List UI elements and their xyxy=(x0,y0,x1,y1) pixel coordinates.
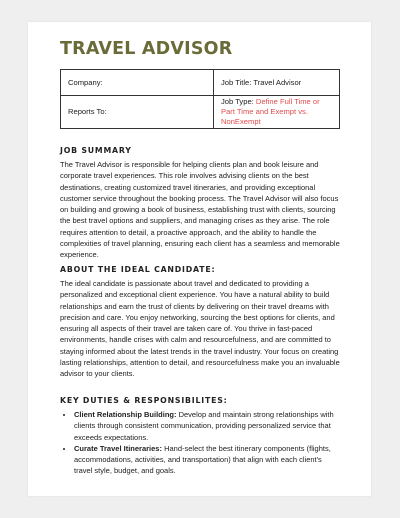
job-info-row xyxy=(61,70,340,96)
ideal-candidate-section xyxy=(60,265,342,380)
duties-section xyxy=(60,396,342,477)
job-type-cell xyxy=(214,96,340,129)
duty-item xyxy=(74,443,342,477)
duty-text: Hand-select the best itinerary components (flights, accommodations, activities, and transportation) that align with each client's travel style, budget, and goals. xyxy=(74,443,331,476)
duties-heading: KEY DUTIES & RESPONSIBILITES: xyxy=(60,396,228,405)
company-cell xyxy=(61,70,214,96)
job-summary-section xyxy=(60,146,342,261)
job-title-cell xyxy=(214,70,340,96)
company-label: Company: xyxy=(68,77,103,87)
job-summary-heading: JOB SUMMARY xyxy=(60,146,132,155)
job-info-table xyxy=(60,69,340,129)
ideal-candidate-text: The ideal candidate is passionate about travel and dedicated to providing a personalized and exceptional client experience. You have a natural ability to build relationships and earn the trust of clients by delivering on their travel dreams with precision and care. You enjoy networking, sourcing the best options for clients, and ensuring all aspects of their travel are taken care of. You thrive in fast-paced environments, handle crises with calm and resourcefulness, and are committed to staying informed about the latest trends in the travel industry. Your focus on creating lasting relationships, attention to detail, and resourcefulness make you an invaluable advisor to your clients. xyxy=(60,279,340,379)
job-title-value: Travel Advisor xyxy=(253,77,302,87)
job-info-row xyxy=(61,96,340,129)
document-title: TRAVEL ADVISOR xyxy=(60,39,233,59)
ideal-candidate-heading: ABOUT THE IDEAL CANDIDATE: xyxy=(60,265,216,274)
job-title-label: Job Title: xyxy=(221,77,252,87)
job-summary-text: The Travel Advisor is responsible for helping clients plan and book leisure and corporate travel experiences. This role involves advising clients on the best destinations, creating customized travel itineraries, and providing exceptional customer service throughout the booking process. The Travel Advisor will also focus on building and growing a book of business, establishing trust with clients, sourcing the best travel options and suppliers, and managing crises as they arise. The role requires attention to detail, a proactive approach, and the ability to handle the complexities of travel planning, ensuring each client has a seamless and memorable experience. xyxy=(60,160,340,260)
duty-title: Curate Travel Itineraries: xyxy=(74,443,162,453)
duty-title: Client Relationship Building: xyxy=(74,410,177,419)
duties-list xyxy=(60,409,342,477)
reports-to-cell xyxy=(61,96,214,129)
duty-item xyxy=(74,409,342,443)
document-page xyxy=(28,22,371,496)
duty-text: Develop and maintain strong relationships with clients through consistent communication, providing personalized service that exceeds expectations. xyxy=(74,410,334,442)
reports-to-label: Reports To: xyxy=(68,107,107,116)
job-type-value: Define Full Time or Part Time and Exempt vs. NonExempt xyxy=(221,97,320,126)
job-type-label: Job Type: xyxy=(221,97,254,106)
